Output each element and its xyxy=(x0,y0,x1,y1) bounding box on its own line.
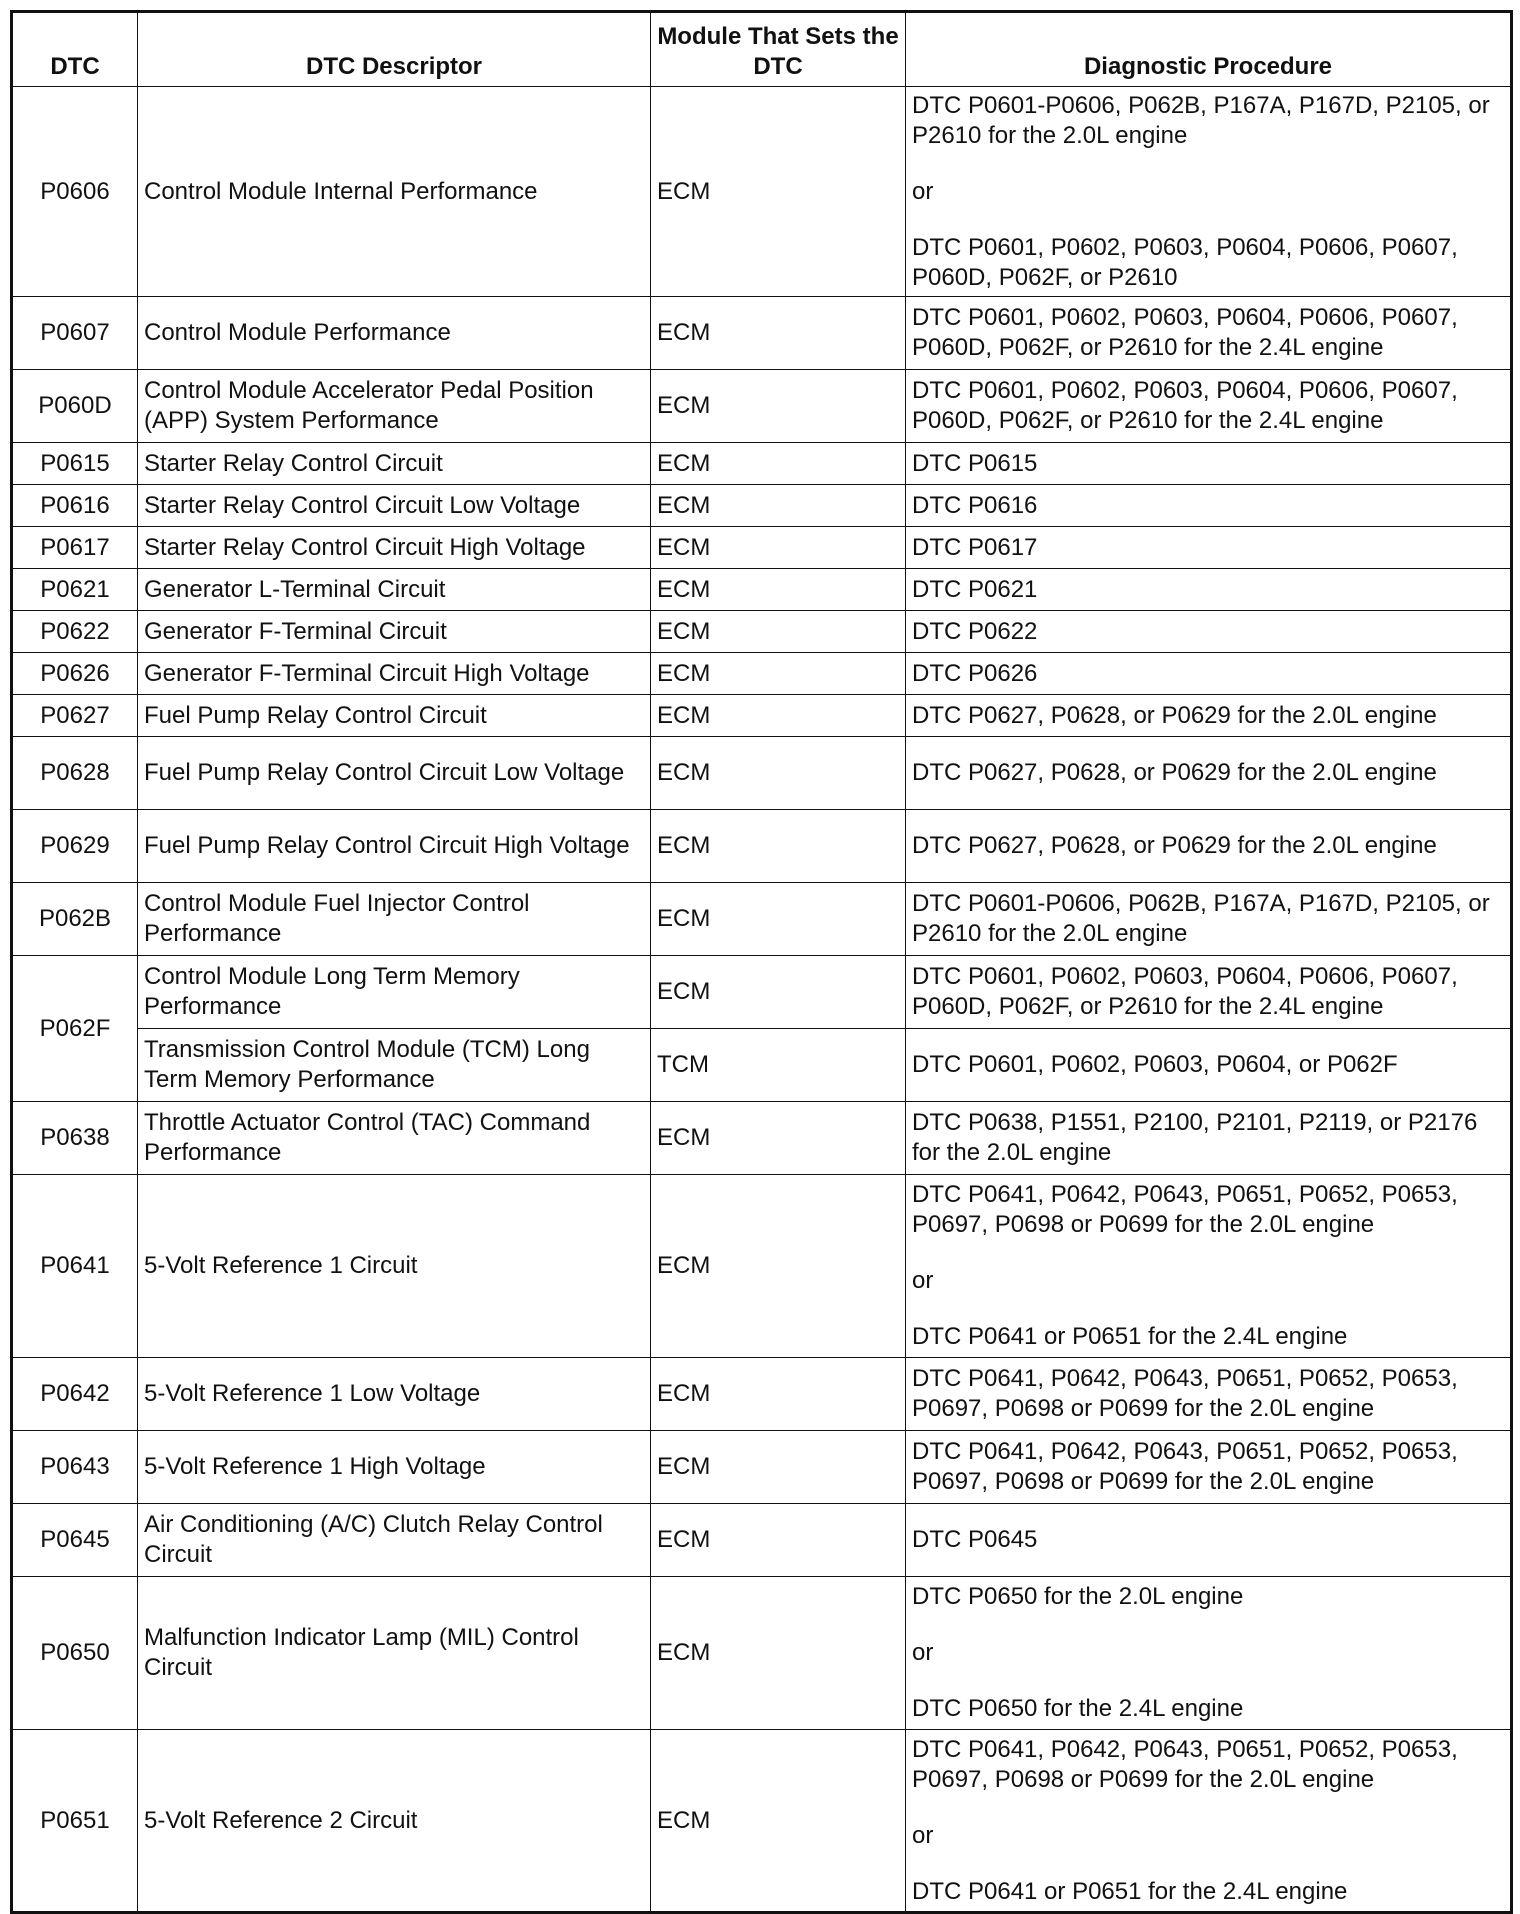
cell-descriptor: Control Module Internal Performance xyxy=(138,87,651,297)
procedure-paragraph: DTC P0638, P1551, P2100, P2101, P2119, or P2176 for the 2.0L engine xyxy=(912,1109,1478,1166)
table-row xyxy=(12,297,1512,370)
cell-module: ECM xyxy=(651,1504,906,1577)
cell-procedure xyxy=(906,695,1512,737)
cell-dtc-code: P0615 xyxy=(12,443,138,485)
procedure-paragraph: DTC P0601, P0602, P0603, P0604, P0606, P0607, P060D, P062F, or P2610 xyxy=(912,233,1458,291)
procedure-paragraph: DTC P0627, P0628, or P0629 for the 2.0L engine xyxy=(912,701,1437,729)
cell-procedure xyxy=(906,569,1512,611)
table-row xyxy=(12,1504,1512,1577)
cell-descriptor: Fuel Pump Relay Control Circuit High Voltage xyxy=(138,810,651,883)
cell-dtc-code: P062F xyxy=(12,956,138,1102)
cell-descriptor: 5-Volt Reference 1 High Voltage xyxy=(138,1431,651,1504)
cell-dtc-code: P0617 xyxy=(12,527,138,569)
table-row xyxy=(12,956,1512,1029)
header-dtc: DTC xyxy=(12,12,138,87)
header-descriptor: DTC Descriptor xyxy=(138,12,651,87)
cell-module: ECM xyxy=(651,527,906,569)
cell-module: ECM xyxy=(651,695,906,737)
procedure-paragraph: DTC P0645 xyxy=(912,1526,1038,1553)
table-row xyxy=(12,1102,1512,1175)
cell-descriptor: Starter Relay Control Circuit Low Voltage xyxy=(138,485,651,527)
procedure-paragraph: DTC P0601, P0602, P0603, P0604, P0606, P0607, P060D, P062F, or P2610 for the 2.4L engine xyxy=(912,377,1458,434)
header-procedure: Diagnostic Procedure xyxy=(906,12,1512,87)
cell-dtc-code: P0643 xyxy=(12,1431,138,1504)
table-row xyxy=(12,443,1512,485)
cell-descriptor: Generator F-Terminal Circuit High Voltage xyxy=(138,653,651,695)
procedure-paragraph: DTC P0601-P0606, P062B, P167A, P167D, P2105, or P2610 for the 2.0L engine xyxy=(912,890,1490,947)
cell-descriptor: Generator F-Terminal Circuit xyxy=(138,611,651,653)
header-row xyxy=(12,12,1512,87)
cell-module: ECM xyxy=(651,569,906,611)
procedure-paragraph: DTC P0601, P0602, P0603, P0604, P0606, P0607, P060D, P062F, or P2610 for the 2.4L engine xyxy=(912,963,1458,1020)
procedure-paragraph: DTC P0641, P0642, P0643, P0651, P0652, P0653, P0697, P0698 or P0699 for the 2.0L engine xyxy=(912,1181,1458,1238)
procedure-paragraph: DTC P0626 xyxy=(912,659,1038,687)
cell-descriptor: Throttle Actuator Control (TAC) Command Performance xyxy=(138,1102,651,1175)
cell-dtc-code: P060D xyxy=(12,370,138,443)
cell-dtc-code: P0627 xyxy=(12,695,138,737)
cell-procedure xyxy=(906,1175,1512,1358)
cell-descriptor: Starter Relay Control Circuit xyxy=(138,443,651,485)
procedure-paragraph: DTC P0615 xyxy=(912,449,1038,477)
cell-descriptor: Control Module Accelerator Pedal Position (APP) System Performance xyxy=(138,370,651,443)
cell-procedure xyxy=(906,370,1512,443)
cell-module: ECM xyxy=(651,297,906,370)
cell-module: ECM xyxy=(651,883,906,956)
cell-procedure xyxy=(906,737,1512,810)
cell-dtc-code: P0622 xyxy=(12,611,138,653)
cell-procedure xyxy=(906,956,1512,1029)
table-row xyxy=(12,87,1512,297)
cell-dtc-code: P0642 xyxy=(12,1358,138,1431)
cell-procedure xyxy=(906,1102,1512,1175)
cell-descriptor: Malfunction Indicator Lamp (MIL) Control Circuit xyxy=(138,1577,651,1730)
procedure-paragraph: or xyxy=(912,177,934,205)
cell-procedure xyxy=(906,1358,1512,1431)
table-row xyxy=(12,737,1512,810)
table-row xyxy=(12,370,1512,443)
cell-module: ECM xyxy=(651,1431,906,1504)
table-row xyxy=(12,1358,1512,1431)
table-row xyxy=(12,1431,1512,1504)
cell-module: ECM xyxy=(651,737,906,810)
procedure-paragraph: DTC P0650 for the 2.4L engine xyxy=(912,1695,1244,1722)
cell-procedure xyxy=(906,1504,1512,1577)
cell-dtc-code: P0650 xyxy=(12,1577,138,1730)
procedure-paragraph: DTC P0622 xyxy=(912,617,1038,645)
cell-descriptor: Control Module Performance xyxy=(138,297,651,370)
cell-procedure xyxy=(906,297,1512,370)
cell-dtc-code: P0621 xyxy=(12,569,138,611)
cell-procedure xyxy=(906,611,1512,653)
cell-dtc-code: P0616 xyxy=(12,485,138,527)
cell-descriptor: 5-Volt Reference 1 Low Voltage xyxy=(138,1358,651,1431)
cell-dtc-code: P062B xyxy=(12,883,138,956)
cell-descriptor: 5-Volt Reference 2 Circuit xyxy=(138,1730,651,1913)
procedure-paragraph: DTC P0641, P0642, P0643, P0651, P0652, P0653, P0697, P0698 or P0699 for the 2.0L engine xyxy=(912,1365,1458,1422)
cell-dtc-code: P0626 xyxy=(12,653,138,695)
cell-procedure xyxy=(906,883,1512,956)
cell-descriptor: Transmission Control Module (TCM) Long Term Memory Performance xyxy=(138,1029,651,1102)
cell-module: ECM xyxy=(651,1102,906,1175)
cell-dtc-code: P0628 xyxy=(12,737,138,810)
procedure-paragraph: DTC P0621 xyxy=(912,575,1038,603)
table-row xyxy=(12,1029,1512,1102)
cell-dtc-code: P0641 xyxy=(12,1175,138,1358)
table-row xyxy=(12,1175,1512,1358)
procedure-paragraph: DTC P0650 for the 2.0L engine xyxy=(912,1583,1244,1610)
cell-module: ECM xyxy=(651,1730,906,1913)
table-row xyxy=(12,883,1512,956)
cell-descriptor: 5-Volt Reference 1 Circuit xyxy=(138,1175,651,1358)
cell-procedure xyxy=(906,1431,1512,1504)
cell-module: ECM xyxy=(651,443,906,485)
procedure-paragraph: DTC P0627, P0628, or P0629 for the 2.0L engine xyxy=(912,832,1437,859)
procedure-paragraph: DTC P0627, P0628, or P0629 for the 2.0L engine xyxy=(912,759,1437,786)
cell-procedure xyxy=(906,87,1512,297)
procedure-paragraph: DTC P0601-P0606, P062B, P167A, P167D, P2105, or P2610 for the 2.0L engine xyxy=(912,91,1490,149)
cell-descriptor: Starter Relay Control Circuit High Voltage xyxy=(138,527,651,569)
cell-module: ECM xyxy=(651,653,906,695)
table-body xyxy=(12,87,1512,1913)
procedure-paragraph: DTC P0601, P0602, P0603, P0604, or P062F xyxy=(912,1051,1398,1078)
cell-module: ECM xyxy=(651,1577,906,1730)
cell-dtc-code: P0606 xyxy=(12,87,138,297)
cell-dtc-code: P0651 xyxy=(12,1730,138,1913)
cell-dtc-code: P0607 xyxy=(12,297,138,370)
table-row xyxy=(12,611,1512,653)
cell-procedure xyxy=(906,1730,1512,1913)
procedure-paragraph: DTC P0641, P0642, P0643, P0651, P0652, P0653, P0697, P0698 or P0699 for the 2.0L engine xyxy=(912,1735,1458,1793)
cell-procedure xyxy=(906,527,1512,569)
procedure-paragraph: or xyxy=(912,1267,934,1294)
cell-module: ECM xyxy=(651,956,906,1029)
table-row xyxy=(12,527,1512,569)
cell-procedure xyxy=(906,1577,1512,1730)
procedure-paragraph: or xyxy=(912,1639,934,1666)
cell-procedure xyxy=(906,443,1512,485)
table-row xyxy=(12,653,1512,695)
table-row xyxy=(12,1730,1512,1913)
cell-module: ECM xyxy=(651,1175,906,1358)
procedure-paragraph: or xyxy=(912,1821,934,1849)
cell-descriptor: Control Module Long Term Memory Performance xyxy=(138,956,651,1029)
procedure-paragraph: DTC P0641 or P0651 for the 2.4L engine xyxy=(912,1877,1348,1905)
cell-module: ECM xyxy=(651,810,906,883)
cell-procedure xyxy=(906,653,1512,695)
table-row xyxy=(12,485,1512,527)
procedure-paragraph: DTC P0617 xyxy=(912,533,1038,561)
cell-module: ECM xyxy=(651,611,906,653)
cell-dtc-code: P0638 xyxy=(12,1102,138,1175)
cell-procedure xyxy=(906,485,1512,527)
cell-descriptor: Air Conditioning (A/C) Clutch Relay Control Circuit xyxy=(138,1504,651,1577)
cell-procedure xyxy=(906,1029,1512,1102)
cell-descriptor: Fuel Pump Relay Control Circuit xyxy=(138,695,651,737)
cell-dtc-code: P0629 xyxy=(12,810,138,883)
table-row xyxy=(12,695,1512,737)
dtc-table xyxy=(10,10,1513,1914)
procedure-paragraph: DTC P0641 or P0651 for the 2.4L engine xyxy=(912,1323,1348,1350)
table-row xyxy=(12,810,1512,883)
cell-dtc-code: P0645 xyxy=(12,1504,138,1577)
cell-module: ECM xyxy=(651,87,906,297)
procedure-paragraph: DTC P0616 xyxy=(912,491,1038,519)
cell-procedure xyxy=(906,810,1512,883)
cell-descriptor: Generator L-Terminal Circuit xyxy=(138,569,651,611)
cell-module: TCM xyxy=(651,1029,906,1102)
cell-descriptor: Fuel Pump Relay Control Circuit Low Voltage xyxy=(138,737,651,810)
cell-module: ECM xyxy=(651,1358,906,1431)
procedure-paragraph: DTC P0601, P0602, P0603, P0604, P0606, P0607, P060D, P062F, or P2610 for the 2.4L engine xyxy=(912,304,1458,361)
table-row xyxy=(12,569,1512,611)
table-row xyxy=(12,1577,1512,1730)
cell-module: ECM xyxy=(651,485,906,527)
header-module: Module That Sets the DTC xyxy=(651,12,906,87)
cell-descriptor: Control Module Fuel Injector Control Performance xyxy=(138,883,651,956)
procedure-paragraph: DTC P0641, P0642, P0643, P0651, P0652, P0653, P0697, P0698 or P0699 for the 2.0L engine xyxy=(912,1438,1458,1495)
cell-module: ECM xyxy=(651,370,906,443)
